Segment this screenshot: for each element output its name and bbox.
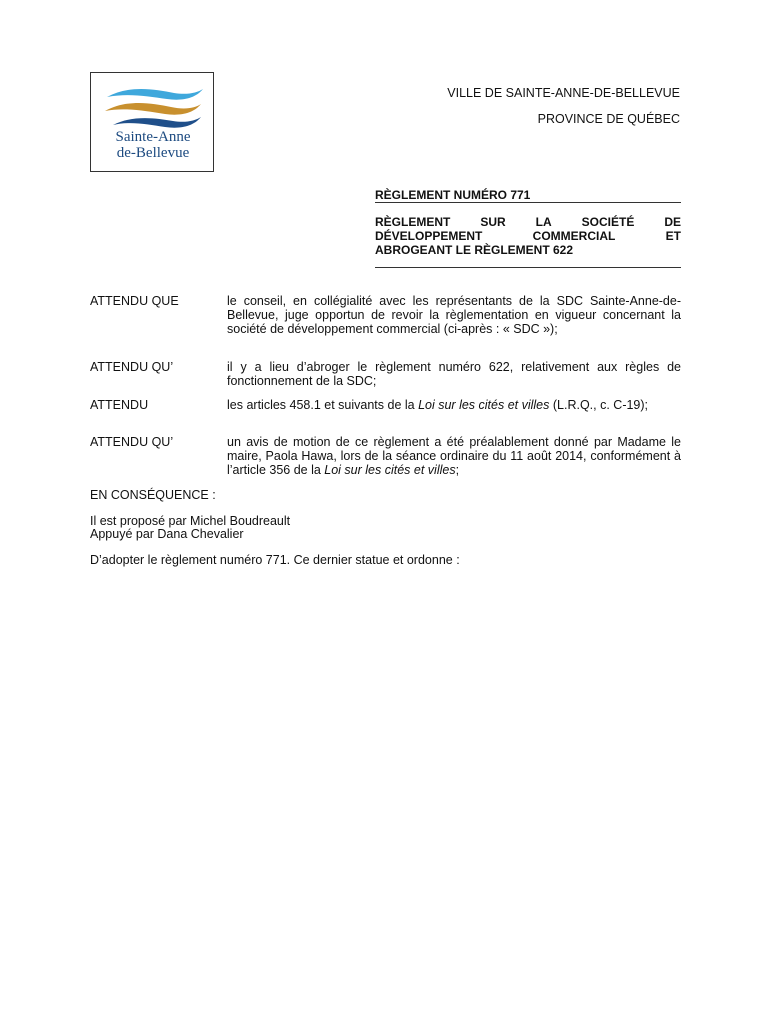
title-line-3: ABROGEANT LE RÈGLEMENT 622: [375, 243, 574, 257]
clause-text: [227, 435, 681, 477]
clause-label: ATTENDU QU’: [90, 360, 174, 374]
title-word: DE: [664, 215, 681, 229]
city-name: VILLE DE SAINTE-ANNE-DE-BELLEVUE: [447, 86, 680, 100]
clause-text: [227, 398, 681, 412]
seconded-by: Appuyé par Dana Chevalier: [90, 527, 244, 541]
clause-text: le conseil, en collégialité avec les représentants de la SDC Sainte-Anne-de-Bellevue, juge opportun de revoir la règlementation en vigueur concernant la société de développement commercial (ci-après : « SDC »);: [227, 294, 681, 336]
title-word: ET: [665, 229, 681, 243]
law-title: Loi sur les cités et villes: [418, 398, 550, 412]
wave-blue: [107, 89, 203, 100]
clause-text-pre: un avis de motion de ce règlement a été préalablement donné par Madame le maire, Paola Hawa, lors de la séance ordinaire du 11 août 2014, conformément à l’article 356 de la: [227, 435, 681, 477]
wave-gold: [105, 103, 201, 115]
province-name: PROVINCE DE QUÉBEC: [537, 112, 680, 126]
adoption-statement: D’adopter le règlement numéro 771. Ce dernier statue et ordonne :: [90, 553, 460, 567]
consequence-heading: EN CONSÉQUENCE :: [90, 488, 216, 502]
title-word: RÈGLEMENT: [375, 215, 451, 229]
clause-label: ATTENDU: [90, 398, 149, 412]
clause-text-pre: les articles 458.1 et suivants de la: [227, 398, 419, 412]
clause-text-post: (L.R.Q., c. C-19);: [549, 398, 649, 412]
title-word: COMMERCIAL: [532, 229, 616, 243]
clause-label: ATTENDU QUE: [90, 294, 179, 308]
title-word: DÉVELOPPEMENT: [375, 229, 483, 243]
title-line-1: [375, 215, 681, 229]
title-line-2: [375, 229, 681, 243]
proposed-by: Il est proposé par Michel Boudreault: [90, 514, 291, 528]
clause-text-post: ;: [455, 463, 460, 477]
waves-logo-icon: [99, 83, 207, 129]
clause-text: il y a lieu d’abroger le règlement numéro 622, relativement aux règles de fonctionnement de la SDC;: [227, 360, 681, 388]
logo-line2: de-Bellevue: [116, 145, 190, 161]
logo-text: [91, 129, 215, 161]
clause-label: ATTENDU QU’: [90, 435, 174, 449]
divider-bottom: [375, 267, 681, 268]
title-word: LA: [535, 215, 552, 229]
city-logo: [90, 72, 214, 172]
bylaw-number: RÈGLEMENT NUMÉRO 771: [375, 188, 531, 202]
law-title: Loi sur les cités et villes: [324, 463, 456, 477]
title-word: SOCIÉTÉ: [581, 215, 635, 229]
wave-navy: [113, 117, 201, 128]
logo-line1: Sainte-Anne: [115, 129, 191, 145]
divider-top: [375, 202, 681, 203]
title-word: SUR: [480, 215, 506, 229]
